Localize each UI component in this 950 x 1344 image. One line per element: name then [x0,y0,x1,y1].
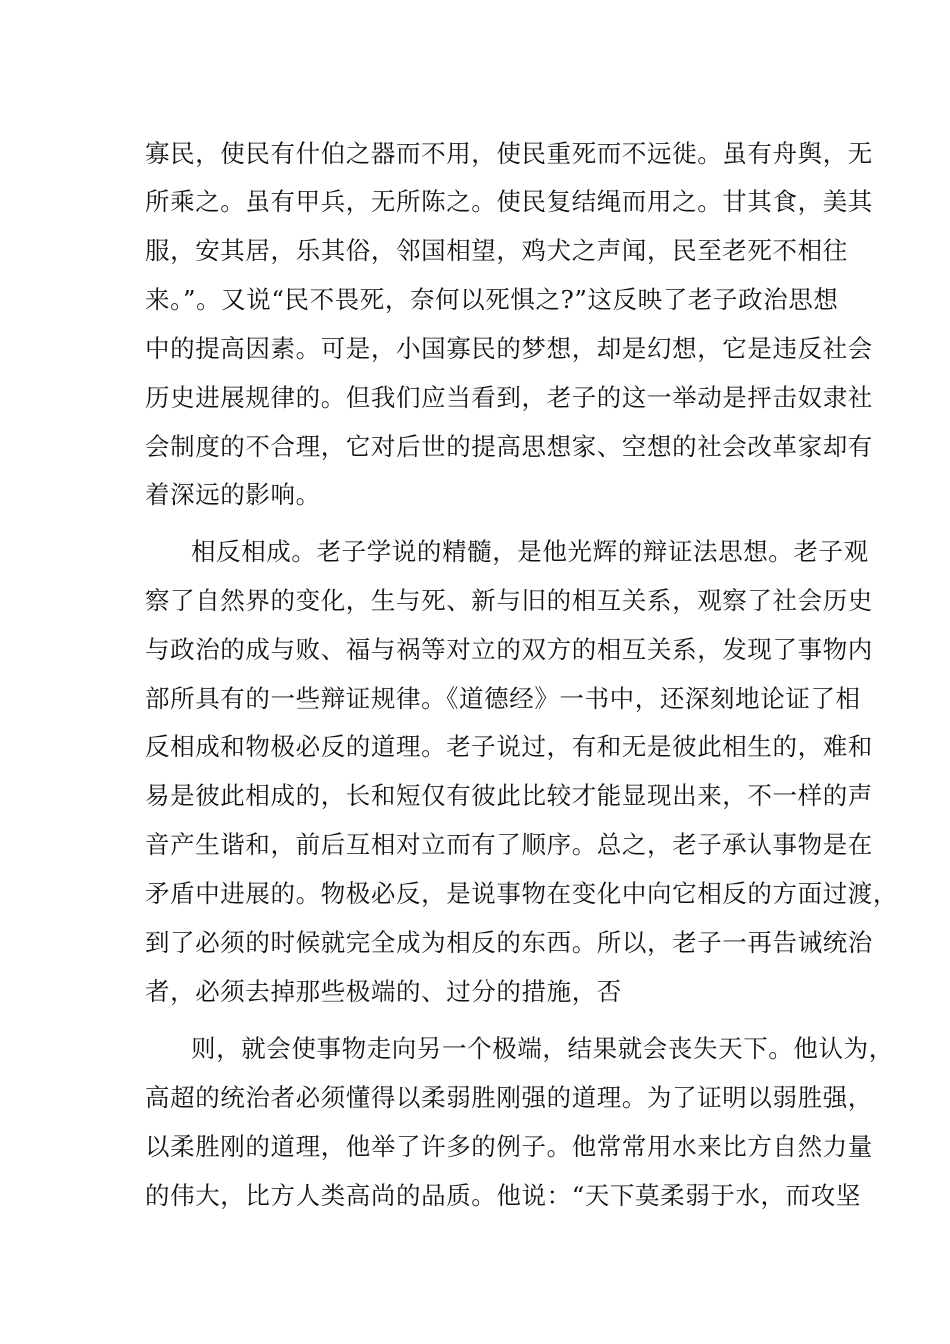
text-line: 历史进展规律的。但我们应当看到，老子的这一举动是抨击奴隶社 [145,383,873,412]
text-line: 部所具有的一些辩证规律。《道德经》一书中，还深刻地论证了相 [145,684,861,713]
text-line: 音产生谐和，前后互相对立而有了顺序。总之，老子承认事物是在 [145,830,873,859]
text-line: 的伟大，比方人类高尚的品质。他说：“天下莫柔弱于水，而攻坚 [145,1181,861,1210]
text-line: 反相成和物极必反的道理。老子说过，有和无是彼此相生的，难和 [145,732,873,761]
text-line: 所乘之。虽有甲兵，无所陈之。使民复结绳而用之。甘其食，美其 [145,187,873,216]
text-line: 会制度的不合理，它对后世的提高思想家、空想的社会改革家却有 [145,432,873,461]
text-line: 者，必须去掉那些极端的、过分的措施，否 [145,977,622,1006]
text-line: 寡民，使民有什伯之器而不用，使民重死而不远徙。虽有舟舆，无 [145,139,873,168]
paragraph-start-line: 相反相成。老子学说的精髓，是他光辉的辩证法思想。老子观 [191,537,869,566]
text-line: 易是彼此相成的，长和短仅有彼此比较才能显现出来，不一样的声 [145,781,873,810]
text-line: 中的提高因素。可是，小国寡民的梦想，却是幻想，它是违反社会 [145,334,873,363]
text-line: 来。”。又说“民不畏死，奈何以死惧之?”这反映了老子政治思想 [145,285,839,314]
text-line: 以柔胜刚的道理，他举了许多的例子。他常常用水来比方自然力量 [145,1132,873,1161]
paragraph-start-line: 则，就会使事物走向另一个极端，结果就会丧失天下。他认为， [191,1034,894,1063]
text-line: 察了自然界的变化，生与死、新与旧的相互关系，观察了社会历史 [145,586,873,615]
text-line: 服，安其居，乐其俗，邻国相望，鸡犬之声闻，民至老死不相往 [145,236,848,265]
text-line: 高超的统治者必须懂得以柔弱胜刚强的道理。为了证明以弱胜强， [145,1083,873,1112]
text-line: 与政治的成与败、福与祸等对立的双方的相互关系，发现了事物内 [145,635,873,664]
text-line: 矛盾中进展的。物极必反，是说事物在变化中向它相反的方面过渡， [145,879,898,908]
text-line: 到了必须的时候就完全成为相反的东西。所以，老子一再告诫统治 [145,928,873,957]
text-line: 着深远的影响。 [145,480,321,509]
